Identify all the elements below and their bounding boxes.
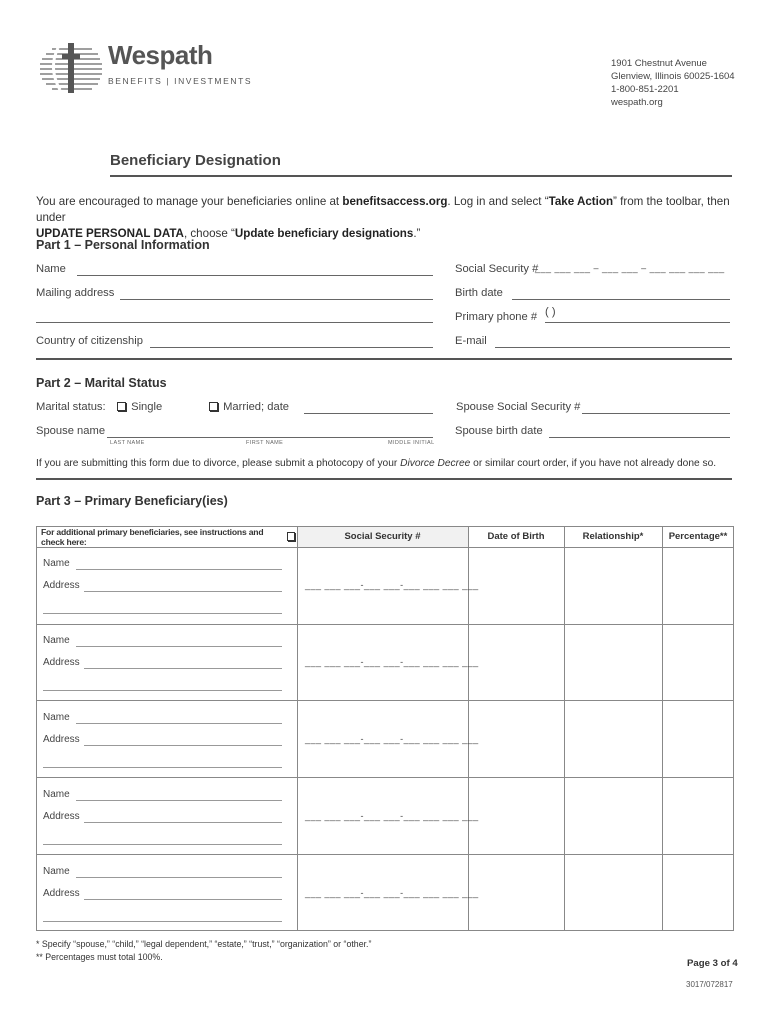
wespath-logo bbox=[38, 40, 108, 96]
single-option[interactable]: Single bbox=[117, 401, 162, 413]
married-option[interactable]: Married; date bbox=[209, 401, 289, 413]
percentage-column-header: Percentage** bbox=[668, 531, 728, 542]
beneficiary-name-label: Name bbox=[43, 866, 70, 877]
married-date-field[interactable] bbox=[304, 413, 433, 414]
name-field[interactable] bbox=[77, 275, 433, 276]
beneficiary-address-label: Address bbox=[43, 580, 80, 591]
country-field[interactable] bbox=[150, 347, 433, 348]
beneficiary-name-field[interactable] bbox=[76, 877, 282, 878]
footnote-relationship: * Specify “spouse,” “child,” “legal dependent,” “estate,” “trust,” “organization” or “other.” bbox=[36, 939, 372, 949]
beneficiary-row bbox=[36, 854, 297, 931]
beneficiary-address-field[interactable] bbox=[84, 668, 282, 669]
part1-divider bbox=[36, 358, 732, 360]
beneficiary-name-field[interactable] bbox=[76, 569, 282, 570]
married-checkbox[interactable] bbox=[209, 402, 218, 411]
beneficiary-row bbox=[36, 547, 297, 624]
primary-phone-field[interactable] bbox=[545, 322, 730, 323]
title-divider bbox=[110, 175, 732, 177]
beneficiary-name-label: Name bbox=[43, 789, 70, 800]
form-code: 3017/072817 bbox=[686, 980, 733, 989]
beneficiary-address-field[interactable] bbox=[84, 591, 282, 592]
ssn-column-header: Social Security # bbox=[344, 531, 421, 542]
part1-heading: Part 1 – Personal Information bbox=[36, 238, 210, 252]
part3-heading: Part 3 – Primary Beneficiary(ies) bbox=[36, 494, 228, 508]
beneficiary-name-label: Name bbox=[43, 635, 70, 646]
beneficiary-name-field[interactable] bbox=[76, 800, 282, 801]
beneficiary-address-label: Address bbox=[43, 734, 80, 745]
email-field[interactable] bbox=[495, 347, 730, 348]
part2-heading: Part 2 – Marital Status bbox=[36, 376, 167, 390]
logo-name: Wespath bbox=[108, 40, 213, 70]
column-divider bbox=[564, 526, 565, 931]
mailing-address-block: 1901 Chestnut Avenue Glenview, Illinois 60025-1604 1-800-851-2201 wespath.org bbox=[611, 58, 735, 108]
beneficiary-name-field[interactable] bbox=[76, 646, 282, 647]
spouse-ssn-label: Spouse Social Security # bbox=[456, 401, 581, 413]
beneficiary-address-label: Address bbox=[43, 888, 80, 899]
beneficiary-address-label: Address bbox=[43, 811, 80, 822]
table-header bbox=[36, 526, 734, 547]
single-checkbox[interactable] bbox=[117, 402, 126, 411]
birth-date-field[interactable] bbox=[512, 299, 730, 300]
logo-tagline: BENEFITS | INVESTMENTS bbox=[108, 76, 253, 86]
email-label: E-mail bbox=[455, 335, 487, 347]
marital-status-label: Marital status: bbox=[36, 401, 106, 413]
middle-initial-caption: MIDDLE INITIAL bbox=[388, 440, 435, 446]
beneficiary-address-label: Address bbox=[43, 657, 80, 668]
intro-text: You are encouraged to manage your beneficiaries online at benefitsaccess.org. Log in and select “Take Action” from the toolbar, then under UPDATE PERSONAL DATA, choose “Update beneficiary designations.” bbox=[36, 195, 730, 240]
column-divider bbox=[662, 526, 663, 931]
beneficiary-ssn-field[interactable]: ___ ___ ___-___ ___-___ ___ ___ ___ bbox=[305, 657, 479, 667]
spouse-ssn-field[interactable] bbox=[582, 413, 730, 414]
name-label: Name bbox=[36, 263, 66, 275]
beneficiary-name-field[interactable] bbox=[76, 723, 282, 724]
beneficiary-row bbox=[36, 700, 297, 777]
first-name-caption: FIRST NAME bbox=[246, 440, 284, 446]
beneficiary-address-field[interactable] bbox=[84, 745, 282, 746]
beneficiary-row bbox=[36, 777, 297, 854]
beneficiary-address-field-2[interactable] bbox=[43, 613, 282, 614]
mailing-address-label: Mailing address bbox=[36, 287, 115, 299]
beneficiary-ssn-field[interactable]: ___ ___ ___-___ ___-___ ___ ___ ___ bbox=[305, 734, 479, 744]
beneficiary-ssn-field[interactable]: ___ ___ ___-___ ___-___ ___ ___ ___ bbox=[305, 811, 479, 821]
beneficiary-name-label: Name bbox=[43, 558, 70, 569]
spouse-name-field[interactable] bbox=[107, 437, 433, 438]
divorce-note: If you are submitting this form due to divorce, please submit a photocopy of your Divorce Decree or similar court order, if you have not already done so. bbox=[36, 458, 717, 469]
primary-phone-label: Primary phone # bbox=[455, 311, 538, 323]
beneficiary-ssn-field[interactable]: ___ ___ ___-___ ___-___ ___ ___ ___ bbox=[305, 580, 479, 590]
dob-column-header: Date of Birth bbox=[487, 531, 545, 542]
beneficiary-address-field[interactable] bbox=[84, 822, 282, 823]
phone-area-code: ( ) bbox=[545, 306, 556, 318]
mailing-address-field-2[interactable] bbox=[36, 322, 433, 323]
additional-beneficiaries-checkbox[interactable] bbox=[287, 532, 295, 541]
relationship-column-header: Relationship* bbox=[582, 531, 644, 542]
page-title: Beneficiary Designation bbox=[110, 152, 281, 169]
beneficiary-address-field-2[interactable] bbox=[43, 921, 282, 922]
spouse-birth-date-label: Spouse birth date bbox=[455, 425, 543, 437]
last-name-caption: LAST NAME bbox=[110, 440, 145, 446]
country-label: Country of citizenship bbox=[36, 335, 143, 347]
part2-divider bbox=[36, 478, 732, 480]
footnote-percentage: ** Percentages must total 100%. bbox=[36, 952, 163, 962]
additional-beneficiaries-header[interactable]: For additional primary beneficiaries, see instructions and check here: bbox=[36, 526, 297, 547]
beneficiary-name-label: Name bbox=[43, 712, 70, 723]
beneficiary-row bbox=[36, 624, 297, 700]
ssn-label: Social Security # bbox=[455, 263, 539, 275]
spouse-birth-date-field[interactable] bbox=[549, 437, 730, 438]
beneficiary-address-field-2[interactable] bbox=[43, 767, 282, 768]
benefitsaccess-link[interactable]: benefitsaccess.org bbox=[342, 195, 448, 208]
page-number: Page 3 of 4 bbox=[687, 958, 738, 969]
spouse-name-label: Spouse name bbox=[36, 425, 106, 437]
column-divider bbox=[297, 526, 298, 931]
ssn-field[interactable]: ___ ___ ___ – ___ ___ – ___ ___ ___ ___ bbox=[535, 263, 725, 273]
beneficiary-address-field[interactable] bbox=[84, 899, 282, 900]
beneficiary-ssn-field[interactable]: ___ ___ ___-___ ___-___ ___ ___ ___ bbox=[305, 888, 479, 898]
birth-date-label: Birth date bbox=[455, 287, 503, 299]
mailing-address-field[interactable] bbox=[120, 299, 433, 300]
beneficiary-address-field-2[interactable] bbox=[43, 690, 282, 691]
beneficiary-address-field-2[interactable] bbox=[43, 844, 282, 845]
